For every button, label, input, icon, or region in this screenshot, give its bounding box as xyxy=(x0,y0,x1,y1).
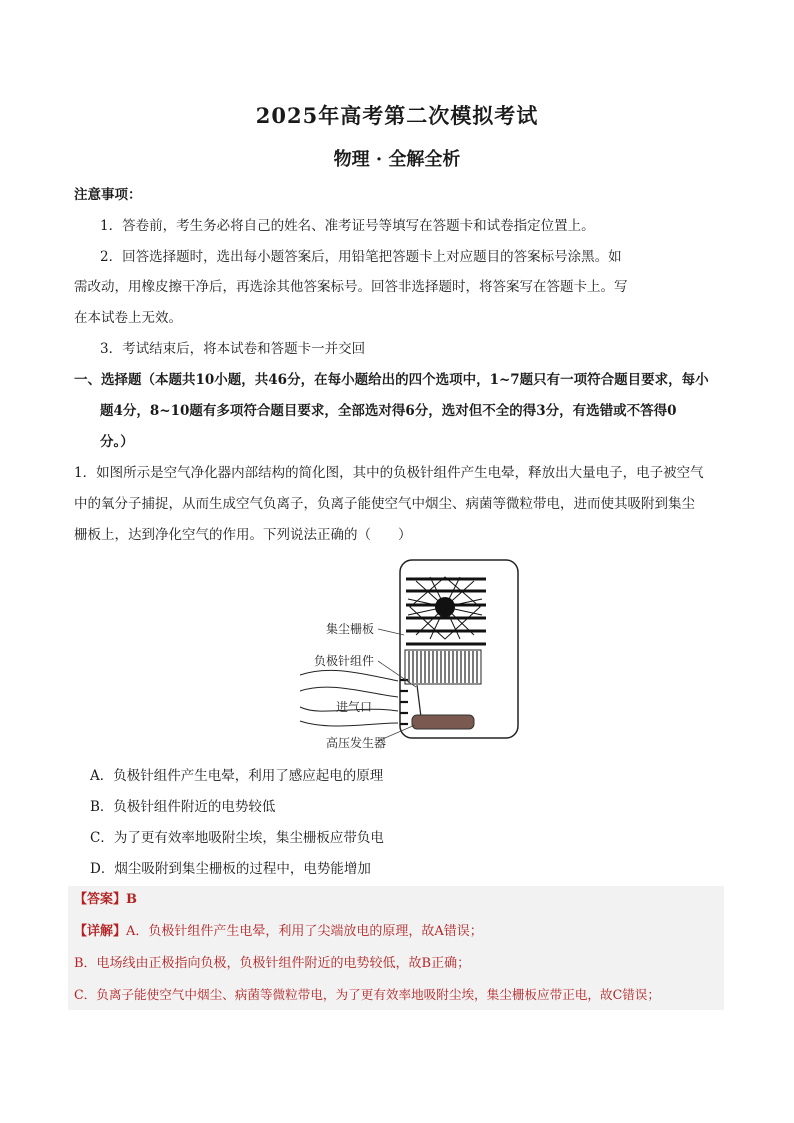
generator-block xyxy=(412,715,474,729)
page-subtitle: 物理 · 全解全析 xyxy=(333,149,461,170)
label-generator: 高压发生器 xyxy=(326,736,387,750)
notice-item-2: 2．回答选择题时，选出每小题答案后，用铅笔把答题卡上对应题目的答案标号涂黑。如 xyxy=(100,249,622,265)
notice-item-3: 3．考试结束后，将本试卷和答题卡一并交回 xyxy=(100,341,366,357)
answer-line xyxy=(74,890,137,910)
label-inlet: 进气口 xyxy=(336,700,373,714)
page-title: 2025年高考第二次模拟考试 xyxy=(255,103,539,128)
notice-item-2-cont: 需改动，用橡皮擦干净后，再选涂其他答案标号。回答非选择题时，将答案写在答题卡上。写 xyxy=(74,279,628,295)
option-c: C．为了更有效率地吸附尘埃，集尘栅板应带负电 xyxy=(90,830,384,846)
section-heading-line-1: 一、选择题（本题共10小题，共46分，在每小题给出的四个选项中，1~7题只有一项符合题目要求，每小 xyxy=(74,372,709,388)
detail-line-c: C．负离子能使空气中烟尘、病菌等微粒带电，为了更有效率地吸附尘埃，集尘栅板应带正电，故C错误； xyxy=(74,987,660,1002)
fan-hub xyxy=(435,597,455,617)
airflow-lines xyxy=(300,670,398,726)
label-dust-grid: 集尘栅板 xyxy=(326,622,375,636)
detail-line-a xyxy=(74,922,483,942)
section-heading-line-3: 分。） xyxy=(100,434,134,450)
question-1-line-3: 栅板上，达到净化空气的作用。下列说法正确的（ ） xyxy=(74,527,412,543)
notice-item-1: 1．答卷前，考生务必将自己的姓名、准考证号等填写在答题卡和试卷指定位置上。 xyxy=(100,218,595,234)
option-b: B．负极针组件附近的电势较低 xyxy=(90,799,276,815)
answer-value: B xyxy=(126,892,138,907)
answer-label: 【答案】 xyxy=(74,892,127,907)
question-1-line-1: 1．如图所示是空气净化器内部结构的简化图，其中的负极针组件产生电晕，释放出大量电子，电子被空气 xyxy=(74,465,704,481)
notice-item-2-end: 在本试卷上无效。 xyxy=(74,310,182,326)
section-heading-line-2: 题4分，8~10题有多项符合题目要求，全部选对得6分，选对但不全的得3分，有选错或不答得0 xyxy=(100,403,677,419)
detail-label: 【详解】 xyxy=(74,924,127,939)
option-d: D．烟尘吸附到集尘栅板的过程中，电势能增加 xyxy=(90,861,371,877)
label-needle: 负极针组件 xyxy=(314,654,375,668)
detail-line-b: B．电场线由正极指向负极，负极针组件附近的电势较低，故B正确； xyxy=(74,956,471,971)
air-purifier-figure xyxy=(290,555,530,755)
notice-heading: 注意事项： xyxy=(74,187,142,203)
option-a: A．负极针组件产生电晕，利用了感应起电的原理 xyxy=(90,768,384,784)
detail-a-text: A．负极针组件产生电晕，利用了尖端放电的原理，故A错误； xyxy=(126,924,483,939)
purifier-body xyxy=(400,560,518,738)
dust-grid-block xyxy=(405,650,481,684)
question-1-line-2: 中的氧分子捕捉，从而生成空气负离子，负离子能使空气中烟尘、病菌等微粒带电，进而使其吸附到集尘 xyxy=(74,496,695,512)
